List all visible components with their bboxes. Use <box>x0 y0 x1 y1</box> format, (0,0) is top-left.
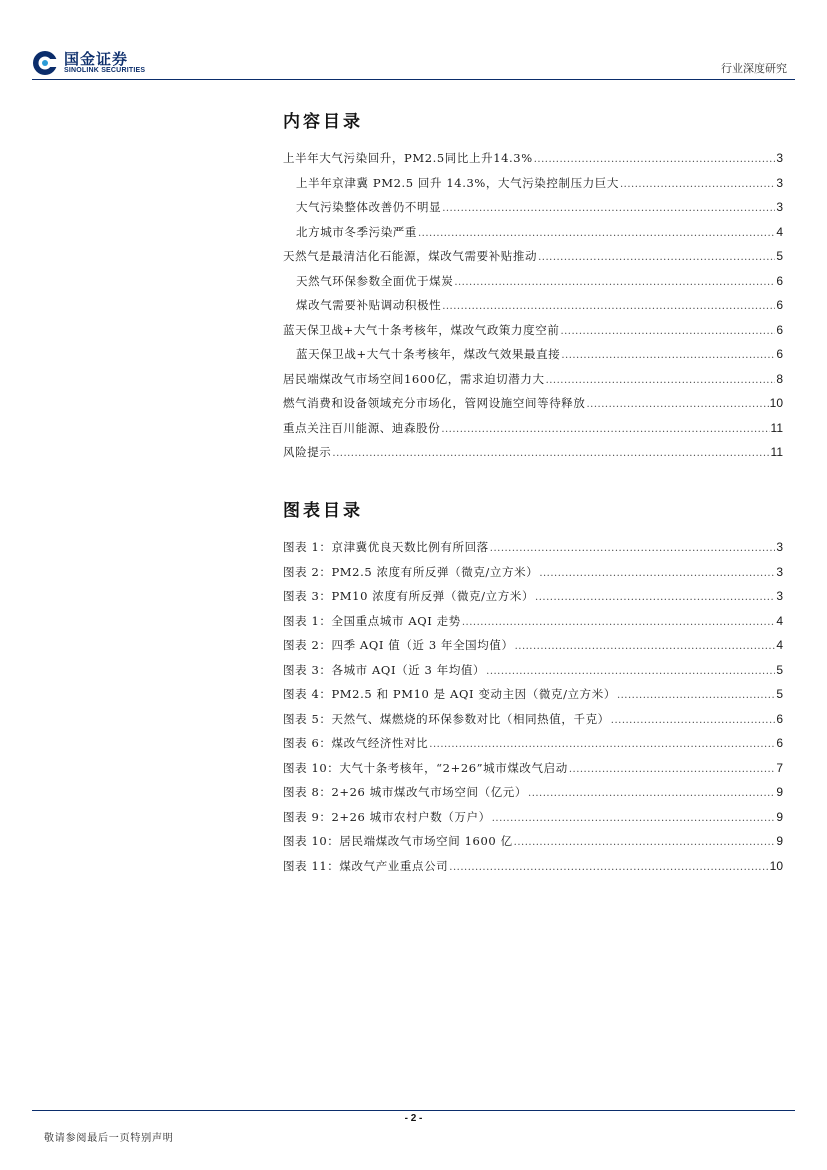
dot-leader <box>528 788 775 799</box>
entry-title: 图表 6：煤改气经济性对比 <box>283 736 429 750</box>
dot-leader <box>462 617 775 628</box>
figure-entry[interactable] <box>283 564 783 589</box>
entry-title: 图表 2：四季 AQI 值（近 3 年全国均值） <box>283 638 514 652</box>
figure-entry[interactable] <box>283 588 783 613</box>
dot-leader <box>486 666 775 677</box>
entry-page-number: 4 <box>776 638 783 652</box>
entry-page-number: 4 <box>776 224 783 239</box>
entry-title: 燃气消费和设备领域充分市场化，管网设施空间等待释放 <box>283 396 586 410</box>
toc-entry[interactable] <box>283 322 783 347</box>
report-type-label: 行业深度研究 <box>721 62 787 75</box>
entry-title: 蓝天保卫战+大气十条考核年，煤改气效果最直接 <box>296 347 561 361</box>
contents-section <box>283 108 783 469</box>
entry-page-number: 5 <box>776 662 783 677</box>
entry-page-number: 11 <box>770 420 783 435</box>
dot-leader <box>515 641 776 652</box>
dot-leader <box>534 154 776 165</box>
dot-leader <box>490 543 776 554</box>
entry-title: 居民端煤改气市场空间1600亿，需求迫切潜力大 <box>283 371 545 386</box>
figures-title: 图表目录 <box>283 501 363 521</box>
page-number: - 2 - <box>404 1113 423 1124</box>
company-logo <box>32 48 162 78</box>
logo-chinese-name: 国金证券 <box>64 50 129 68</box>
entry-page-number: 3 <box>776 200 783 214</box>
header-divider <box>32 79 795 80</box>
toc-entry[interactable] <box>283 199 783 224</box>
figure-entry[interactable] <box>283 833 783 858</box>
dot-leader <box>442 203 775 214</box>
toc-entry[interactable] <box>283 273 783 298</box>
dot-leader <box>560 326 775 337</box>
toc-entry[interactable] <box>283 346 783 371</box>
entry-title: 图表 9：2+26 城市农村户数（万户） <box>283 809 491 824</box>
entry-title: 上半年大气污染回升，PM2.5同比上升14.3% <box>283 151 533 165</box>
entry-page-number: 4 <box>776 613 783 628</box>
dot-leader <box>538 252 775 263</box>
entry-title: 天然气是最清洁化石能源，煤改气需要补贴推动 <box>283 249 538 263</box>
entry-page-number: 3 <box>776 151 783 165</box>
page-header <box>32 44 795 84</box>
contents-title: 内容目录 <box>283 112 363 132</box>
dot-leader <box>332 448 769 459</box>
toc-entry[interactable] <box>283 395 783 420</box>
dot-leader <box>546 375 776 386</box>
entry-page-number: 9 <box>776 785 783 799</box>
toc-entry[interactable] <box>283 444 783 469</box>
entry-title: 上半年京津冀 PM2.5 回升 14.3%，大气污染控制压力巨大 <box>296 175 619 190</box>
entry-title: 图表 1：京津冀优良天数比例有所回落 <box>283 540 489 554</box>
figure-entry[interactable] <box>283 613 783 638</box>
sinolink-logo-icon <box>32 50 58 76</box>
entry-page-number: 6 <box>776 711 783 726</box>
entry-page-number: 6 <box>776 322 783 337</box>
entry-page-number: 3 <box>776 564 783 579</box>
dot-leader <box>539 568 775 579</box>
entry-title: 重点关注百川能源、迪森股份 <box>283 420 441 435</box>
dot-leader <box>514 837 776 848</box>
entry-title: 图表 1：全国重点城市 AQI 走势 <box>283 613 461 628</box>
dot-leader <box>454 277 775 288</box>
logo-english-name: SINOLINK SECURITIES <box>64 67 146 74</box>
entry-page-number: 8 <box>776 371 783 386</box>
entry-title: 蓝天保卫战+大气十条考核年，煤改气政策力度空前 <box>283 322 560 337</box>
entry-page-number: 9 <box>776 834 783 848</box>
entry-title: 图表 5：天然气、煤燃烧的环保参数对比（相同热值，千克） <box>283 711 610 726</box>
toc-entry[interactable] <box>283 224 783 249</box>
dot-leader <box>620 179 775 190</box>
dot-leader <box>569 764 775 775</box>
dot-leader <box>429 739 775 750</box>
entry-page-number: 9 <box>776 809 783 824</box>
figure-entry[interactable] <box>283 809 783 834</box>
figure-entry[interactable] <box>283 686 783 711</box>
entry-page-number: 11 <box>770 445 783 459</box>
toc-entry[interactable] <box>283 420 783 445</box>
entry-title: 大气污染整体改善仍不明显 <box>296 200 442 214</box>
entry-page-number: 6 <box>776 273 783 288</box>
dot-leader <box>418 228 775 239</box>
entry-title: 图表 10：大气十条考核年，“2+26”城市煤改气启动 <box>283 760 568 775</box>
figure-entry[interactable] <box>283 539 783 564</box>
toc-entry[interactable] <box>283 248 783 273</box>
dot-leader <box>535 592 775 603</box>
figure-entry[interactable] <box>283 662 783 687</box>
figures-section <box>283 497 783 882</box>
footer-divider <box>32 1110 795 1111</box>
entry-page-number: 3 <box>776 175 783 190</box>
contents-list <box>283 150 783 469</box>
entry-title: 图表 4：PM2.5 和 PM10 是 AQI 变动主因（微克/立方米） <box>283 687 616 701</box>
entry-title: 图表 2：PM2.5 浓度有所反弹（微克/立方米） <box>283 564 539 579</box>
entry-title: 风险提示 <box>283 445 332 459</box>
toc-entry[interactable] <box>283 371 783 396</box>
dot-leader <box>561 350 775 361</box>
entry-page-number: 6 <box>776 736 783 750</box>
entry-page-number: 3 <box>776 589 783 603</box>
dot-leader <box>441 424 769 435</box>
entry-page-number: 3 <box>776 540 783 554</box>
entry-title: 天然气环保参数全面优于煤炭 <box>296 273 454 288</box>
entry-page-number: 6 <box>776 347 783 361</box>
dot-leader <box>492 813 776 824</box>
entry-title: 图表 3：PM10 浓度有所反弹（微克/立方米） <box>283 589 535 603</box>
entry-page-number: 5 <box>776 249 783 263</box>
dot-leader <box>587 399 769 410</box>
entry-page-number: 6 <box>776 298 783 312</box>
figure-entry[interactable] <box>283 858 783 883</box>
figures-list <box>283 539 783 882</box>
entry-title: 煤改气需要补贴调动积极性 <box>296 298 442 312</box>
entry-page-number: 7 <box>776 760 783 775</box>
dot-leader <box>442 301 775 312</box>
dot-leader <box>449 862 768 873</box>
figure-entry[interactable] <box>283 760 783 785</box>
entry-page-number: 10 <box>769 396 783 410</box>
entry-title: 图表 8：2+26 城市煤改气市场空间（亿元） <box>283 785 528 799</box>
figure-entry[interactable] <box>283 711 783 736</box>
figure-entry[interactable] <box>283 735 783 760</box>
toc-entry[interactable] <box>283 175 783 200</box>
toc-entry[interactable] <box>283 150 783 175</box>
dot-leader <box>611 715 776 726</box>
figure-entry[interactable] <box>283 637 783 662</box>
toc-entry[interactable] <box>283 297 783 322</box>
entry-title: 图表 3：各城市 AQI（近 3 年均值） <box>283 662 486 677</box>
entry-page-number: 5 <box>776 687 783 701</box>
figure-entry[interactable] <box>283 784 783 809</box>
disclaimer-text: 敬请参阅最后一页特别声明 <box>44 1133 174 1144</box>
entry-title: 图表 11：煤改气产业重点公司 <box>283 858 449 873</box>
entry-title: 北方城市冬季污染严重 <box>296 224 417 239</box>
entry-page-number: 10 <box>769 858 783 873</box>
entry-title: 图表 10：居民端煤改气市场空间 1600 亿 <box>283 834 513 848</box>
dot-leader <box>617 690 775 701</box>
